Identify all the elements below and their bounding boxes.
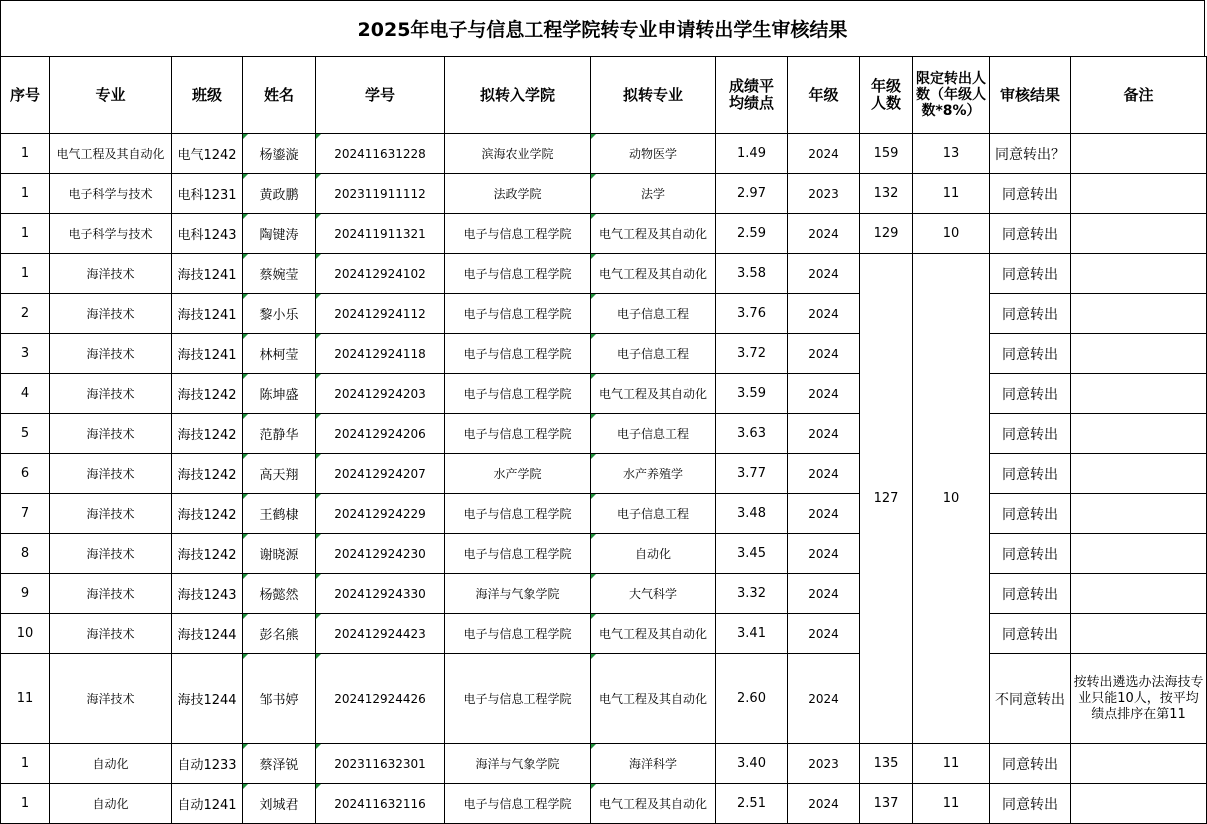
table-row xyxy=(1,654,1207,744)
cell-remark[interactable] xyxy=(1071,414,1207,454)
cell-target-college[interactable]: 电子与信息工程学院 xyxy=(445,654,591,744)
cell-seq[interactable]: 7 xyxy=(1,494,50,534)
cell-grade-count[interactable]: 135 xyxy=(860,744,913,784)
cell-remark[interactable] xyxy=(1071,744,1207,784)
cell-seq[interactable]: 1 xyxy=(1,254,50,294)
table-row xyxy=(1,494,1207,534)
cell-gpa[interactable]: 3.58 xyxy=(716,254,788,294)
cell-major[interactable]: 自动化 xyxy=(50,744,172,784)
cell-class[interactable]: 海技1243 xyxy=(172,574,243,614)
cell-class[interactable]: 海技1241 xyxy=(172,294,243,334)
cell-name[interactable]: 蔡婉莹 xyxy=(243,254,316,294)
cell-limit[interactable]: 10 xyxy=(913,214,990,254)
cell-student-id[interactable]: 202411911321 xyxy=(316,214,445,254)
table-row xyxy=(1,374,1207,414)
cell-remark[interactable] xyxy=(1071,534,1207,574)
cell-result[interactable]: 同意转出？ xyxy=(990,134,1071,174)
cell-remark[interactable]: 按转出遴选办法海技专业只能10人，按平均绩点排序在第11 xyxy=(1071,654,1207,744)
cell-remark[interactable] xyxy=(1071,454,1207,494)
cell-target-major[interactable]: 电气工程及其自动化 xyxy=(591,784,716,824)
cell-grade[interactable]: 2024 xyxy=(788,614,860,654)
cell-remark[interactable] xyxy=(1071,134,1207,174)
header-limit[interactable]: 限定转出人数（年级人数*8%） xyxy=(913,57,990,134)
cell-student-id[interactable]: 202412924118 xyxy=(316,334,445,374)
cell-grade[interactable]: 2024 xyxy=(788,414,860,454)
cell-name[interactable]: 刘城君 xyxy=(243,784,316,824)
cell-seq[interactable]: 8 xyxy=(1,534,50,574)
table-row xyxy=(1,574,1207,614)
cell-student-id[interactable]: 202311632301 xyxy=(316,744,445,784)
cell-class[interactable]: 电科1231 xyxy=(172,174,243,214)
cell-student-id[interactable]: 202412924423 xyxy=(316,614,445,654)
cell-gpa[interactable]: 3.32 xyxy=(716,574,788,614)
cell-remark[interactable] xyxy=(1071,334,1207,374)
cell-result[interactable]: 同意转出 xyxy=(990,494,1071,534)
cell-target-college[interactable]: 电子与信息工程学院 xyxy=(445,214,591,254)
cell-result[interactable]: 同意转出 xyxy=(990,294,1071,334)
page-title: 2025年电子与信息工程学院转专业申请转出学生审核结果 xyxy=(0,0,1205,56)
cell-grade-count[interactable]: 129 xyxy=(860,214,913,254)
cell-major[interactable]: 电气工程及其自动化 xyxy=(50,134,172,174)
table-row xyxy=(1,214,1207,254)
cell-major[interactable]: 海洋技术 xyxy=(50,614,172,654)
cell-student-id[interactable]: 202412924229 xyxy=(316,494,445,534)
cell-major[interactable]: 海洋技术 xyxy=(50,254,172,294)
cell-remark[interactable] xyxy=(1071,174,1207,214)
cell-grade[interactable]: 2024 xyxy=(788,254,860,294)
cell-target-college[interactable]: 海洋与气象学院 xyxy=(445,574,591,614)
header-target-major[interactable]: 拟转专业 xyxy=(591,57,716,134)
cell-major[interactable]: 海洋技术 xyxy=(50,654,172,744)
cell-seq[interactable]: 5 xyxy=(1,414,50,454)
cell-target-major[interactable]: 电气工程及其自动化 xyxy=(591,654,716,744)
cell-name[interactable]: 蔡泽锐 xyxy=(243,744,316,784)
header-result[interactable]: 审核结果 xyxy=(990,57,1071,134)
cell-grade[interactable]: 2024 xyxy=(788,654,860,744)
cell-limit[interactable]: 11 xyxy=(913,744,990,784)
cell-name[interactable]: 陈坤盛 xyxy=(243,374,316,414)
cell-class[interactable]: 海技1244 xyxy=(172,654,243,744)
header-name[interactable]: 姓名 xyxy=(243,57,316,134)
cell-limit[interactable]: 10 xyxy=(913,254,990,744)
table-row xyxy=(1,414,1207,454)
cell-target-major[interactable]: 电气工程及其自动化 xyxy=(591,214,716,254)
cell-gpa[interactable]: 3.76 xyxy=(716,294,788,334)
table-row xyxy=(1,744,1207,784)
header-row xyxy=(1,57,1207,134)
cell-target-major[interactable]: 电子信息工程 xyxy=(591,494,716,534)
cell-remark[interactable] xyxy=(1071,574,1207,614)
cell-grade[interactable]: 2024 xyxy=(788,134,860,174)
cell-gpa[interactable]: 3.63 xyxy=(716,414,788,454)
cell-target-college[interactable]: 电子与信息工程学院 xyxy=(445,254,591,294)
cell-student-id[interactable]: 202412924426 xyxy=(316,654,445,744)
cell-remark[interactable] xyxy=(1071,214,1207,254)
cell-seq[interactable]: 1 xyxy=(1,134,50,174)
cell-student-id[interactable]: 202412924230 xyxy=(316,534,445,574)
cell-target-college[interactable]: 水产学院 xyxy=(445,454,591,494)
cell-target-major[interactable]: 电子信息工程 xyxy=(591,334,716,374)
cell-name[interactable]: 林柯莹 xyxy=(243,334,316,374)
cell-remark[interactable] xyxy=(1071,784,1207,824)
cell-target-major[interactable]: 水产养殖学 xyxy=(591,454,716,494)
cell-grade[interactable]: 2024 xyxy=(788,534,860,574)
cell-result[interactable]: 同意转出 xyxy=(990,534,1071,574)
header-class[interactable]: 班级 xyxy=(172,57,243,134)
cell-target-college[interactable]: 电子与信息工程学院 xyxy=(445,414,591,454)
cell-gpa[interactable]: 3.45 xyxy=(716,534,788,574)
cell-major[interactable]: 电子科学与技术 xyxy=(50,174,172,214)
cell-limit[interactable]: 11 xyxy=(913,784,990,824)
cell-grade[interactable]: 2023 xyxy=(788,174,860,214)
cell-result[interactable]: 同意转出 xyxy=(990,334,1071,374)
cell-class[interactable]: 海技1241 xyxy=(172,334,243,374)
cell-remark[interactable] xyxy=(1071,614,1207,654)
cell-name[interactable]: 邹书婷 xyxy=(243,654,316,744)
cell-result[interactable]: 同意转出 xyxy=(990,614,1071,654)
cell-major[interactable]: 海洋技术 xyxy=(50,494,172,534)
cell-grade[interactable]: 2024 xyxy=(788,784,860,824)
cell-seq[interactable]: 10 xyxy=(1,614,50,654)
cell-class[interactable]: 海技1242 xyxy=(172,414,243,454)
cell-seq[interactable]: 11 xyxy=(1,654,50,744)
cell-target-major[interactable]: 海洋科学 xyxy=(591,744,716,784)
cell-result[interactable]: 不同意转出 xyxy=(990,654,1071,744)
table-row xyxy=(1,334,1207,374)
cell-grade[interactable]: 2024 xyxy=(788,214,860,254)
cell-result[interactable]: 同意转出 xyxy=(990,454,1071,494)
cell-class[interactable]: 海技1242 xyxy=(172,454,243,494)
header-seq[interactable]: 序号 xyxy=(1,57,50,134)
cell-target-college[interactable]: 电子与信息工程学院 xyxy=(445,614,591,654)
header-gpa[interactable]: 成绩平均绩点 xyxy=(716,57,788,134)
cell-name[interactable]: 黄政鹏 xyxy=(243,174,316,214)
cell-target-college[interactable]: 电子与信息工程学院 xyxy=(445,494,591,534)
cell-name[interactable]: 杨鎏漩 xyxy=(243,134,316,174)
cell-student-id[interactable]: 202412924112 xyxy=(316,294,445,334)
cell-result[interactable]: 同意转出 xyxy=(990,784,1071,824)
cell-seq[interactable]: 1 xyxy=(1,784,50,824)
cell-limit[interactable]: 11 xyxy=(913,174,990,214)
cell-result[interactable]: 同意转出 xyxy=(990,744,1071,784)
cell-grade-count[interactable]: 127 xyxy=(860,254,913,744)
cell-student-id[interactable]: 202412924207 xyxy=(316,454,445,494)
cell-class[interactable]: 海技1242 xyxy=(172,494,243,534)
table-row xyxy=(1,254,1207,294)
table-row xyxy=(1,784,1207,824)
cell-target-college[interactable]: 滨海农业学院 xyxy=(445,134,591,174)
table-row xyxy=(1,294,1207,334)
cell-class[interactable]: 电科1243 xyxy=(172,214,243,254)
cell-name[interactable]: 彭名熊 xyxy=(243,614,316,654)
cell-seq[interactable]: 6 xyxy=(1,454,50,494)
cell-class[interactable]: 海技1241 xyxy=(172,254,243,294)
cell-gpa[interactable]: 2.97 xyxy=(716,174,788,214)
cell-gpa[interactable]: 3.59 xyxy=(716,374,788,414)
cell-student-id[interactable]: 202311911112 xyxy=(316,174,445,214)
cell-name[interactable]: 谢晓源 xyxy=(243,534,316,574)
cell-grade-count[interactable]: 132 xyxy=(860,174,913,214)
header-grade[interactable]: 年级 xyxy=(788,57,860,134)
cell-target-college[interactable]: 电子与信息工程学院 xyxy=(445,294,591,334)
cell-result[interactable]: 同意转出 xyxy=(990,174,1071,214)
cell-seq[interactable]: 3 xyxy=(1,334,50,374)
cell-gpa[interactable]: 3.48 xyxy=(716,494,788,534)
cell-gpa[interactable]: 3.72 xyxy=(716,334,788,374)
cell-target-major[interactable]: 电气工程及其自动化 xyxy=(591,374,716,414)
header-major[interactable]: 专业 xyxy=(50,57,172,134)
cell-seq[interactable]: 4 xyxy=(1,374,50,414)
cell-name[interactable]: 黎小乐 xyxy=(243,294,316,334)
cell-gpa[interactable]: 2.51 xyxy=(716,784,788,824)
cell-class[interactable]: 电气1242 xyxy=(172,134,243,174)
cell-remark[interactable] xyxy=(1071,374,1207,414)
cell-result[interactable]: 同意转出 xyxy=(990,574,1071,614)
cell-name[interactable]: 范静华 xyxy=(243,414,316,454)
cell-target-major[interactable]: 动物医学 xyxy=(591,134,716,174)
cell-student-id[interactable]: 202411631228 xyxy=(316,134,445,174)
header-grade-count[interactable]: 年级人数 xyxy=(860,57,913,134)
cell-class[interactable]: 自动1233 xyxy=(172,744,243,784)
cell-grade-count[interactable]: 159 xyxy=(860,134,913,174)
cell-major[interactable]: 电子科学与技术 xyxy=(50,214,172,254)
cell-grade[interactable]: 2024 xyxy=(788,334,860,374)
cell-class[interactable]: 海技1242 xyxy=(172,534,243,574)
cell-target-major[interactable]: 电子信息工程 xyxy=(591,414,716,454)
table-row xyxy=(1,174,1207,214)
cell-limit[interactable]: 13 xyxy=(913,134,990,174)
cell-target-college[interactable]: 电子与信息工程学院 xyxy=(445,784,591,824)
cell-grade[interactable]: 2024 xyxy=(788,294,860,334)
cell-remark[interactable] xyxy=(1071,494,1207,534)
cell-target-major[interactable]: 电气工程及其自动化 xyxy=(591,614,716,654)
cell-gpa[interactable]: 2.59 xyxy=(716,214,788,254)
cell-name[interactable]: 高天翔 xyxy=(243,454,316,494)
cell-grade[interactable]: 2023 xyxy=(788,744,860,784)
cell-target-major[interactable]: 自动化 xyxy=(591,534,716,574)
header-remark[interactable]: 备注 xyxy=(1071,57,1207,134)
cell-result[interactable]: 同意转出 xyxy=(990,374,1071,414)
cell-target-college[interactable]: 电子与信息工程学院 xyxy=(445,334,591,374)
cell-seq[interactable]: 1 xyxy=(1,214,50,254)
cell-seq[interactable]: 1 xyxy=(1,174,50,214)
cell-result[interactable]: 同意转出 xyxy=(990,254,1071,294)
cell-target-major[interactable]: 法学 xyxy=(591,174,716,214)
header-target-college[interactable]: 拟转入学院 xyxy=(445,57,591,134)
cell-class[interactable]: 海技1242 xyxy=(172,374,243,414)
cell-seq[interactable]: 9 xyxy=(1,574,50,614)
cell-major[interactable]: 自动化 xyxy=(50,784,172,824)
cell-name[interactable]: 杨懿然 xyxy=(243,574,316,614)
cell-remark[interactable] xyxy=(1071,294,1207,334)
cell-target-college[interactable]: 法政学院 xyxy=(445,174,591,214)
cell-gpa[interactable]: 3.77 xyxy=(716,454,788,494)
cell-gpa[interactable]: 1.49 xyxy=(716,134,788,174)
table-row xyxy=(1,614,1207,654)
cell-major[interactable]: 海洋技术 xyxy=(50,374,172,414)
cell-gpa[interactable]: 3.41 xyxy=(716,614,788,654)
cell-result[interactable]: 同意转出 xyxy=(990,214,1071,254)
cell-grade[interactable]: 2024 xyxy=(788,494,860,534)
header-student-id[interactable]: 学号 xyxy=(316,57,445,134)
cell-student-id[interactable]: 202411632116 xyxy=(316,784,445,824)
cell-target-major[interactable]: 电子信息工程 xyxy=(591,294,716,334)
cell-target-college[interactable]: 海洋与气象学院 xyxy=(445,744,591,784)
cell-student-id[interactable]: 202412924206 xyxy=(316,414,445,454)
cell-grade[interactable]: 2024 xyxy=(788,454,860,494)
cell-name[interactable]: 王鹤棣 xyxy=(243,494,316,534)
cell-seq[interactable]: 1 xyxy=(1,744,50,784)
cell-gpa[interactable]: 3.40 xyxy=(716,744,788,784)
cell-class[interactable]: 海技1244 xyxy=(172,614,243,654)
cell-student-id[interactable]: 202412924102 xyxy=(316,254,445,294)
cell-major[interactable]: 海洋技术 xyxy=(50,454,172,494)
cell-grade[interactable]: 2024 xyxy=(788,374,860,414)
cell-student-id[interactable]: 202412924330 xyxy=(316,574,445,614)
cell-major[interactable]: 海洋技术 xyxy=(50,294,172,334)
cell-remark[interactable] xyxy=(1071,254,1207,294)
cell-seq[interactable]: 2 xyxy=(1,294,50,334)
cell-target-major[interactable]: 大气科学 xyxy=(591,574,716,614)
table-row xyxy=(1,134,1207,174)
cell-target-college[interactable]: 电子与信息工程学院 xyxy=(445,374,591,414)
cell-major[interactable]: 海洋技术 xyxy=(50,574,172,614)
table-row xyxy=(1,454,1207,494)
cell-result[interactable]: 同意转出 xyxy=(990,414,1071,454)
cell-target-college[interactable]: 电子与信息工程学院 xyxy=(445,534,591,574)
cell-major[interactable]: 海洋技术 xyxy=(50,534,172,574)
cell-major[interactable]: 海洋技术 xyxy=(50,334,172,374)
cell-class[interactable]: 自动1241 xyxy=(172,784,243,824)
cell-student-id[interactable]: 202412924203 xyxy=(316,374,445,414)
cell-gpa[interactable]: 2.60 xyxy=(716,654,788,744)
cell-grade[interactable]: 2024 xyxy=(788,574,860,614)
cell-grade-count[interactable]: 137 xyxy=(860,784,913,824)
cell-major[interactable]: 海洋技术 xyxy=(50,414,172,454)
table-row xyxy=(1,534,1207,574)
cell-target-major[interactable]: 电气工程及其自动化 xyxy=(591,254,716,294)
results-table xyxy=(0,56,1207,824)
cell-name[interactable]: 陶键涛 xyxy=(243,214,316,254)
